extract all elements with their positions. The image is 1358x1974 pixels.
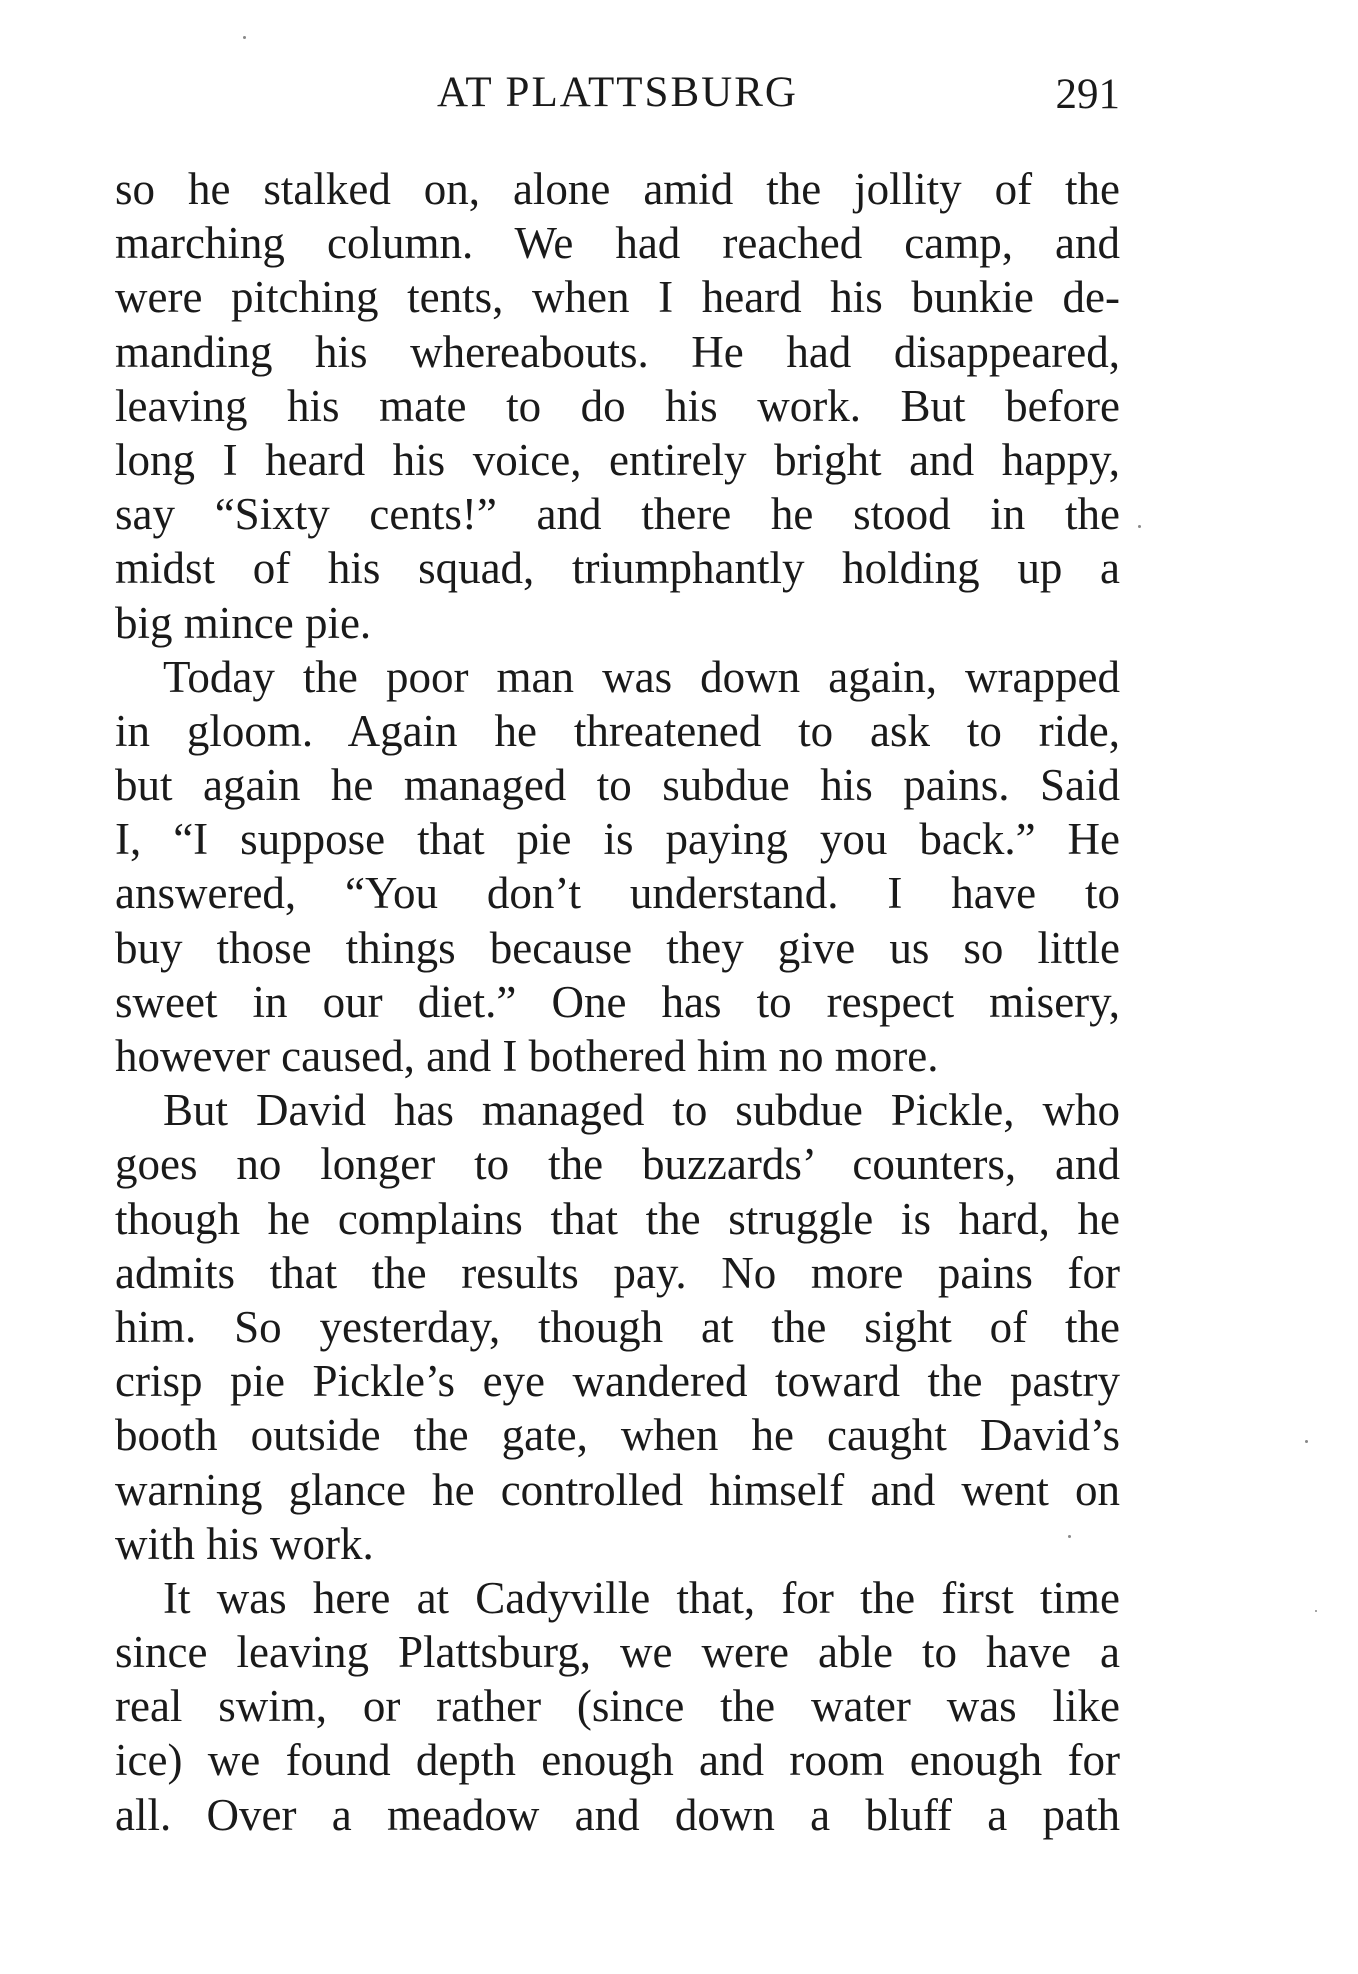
text-line: though he complains that the struggle is hard, he: [115, 1193, 1120, 1244]
paper-speck: [1138, 525, 1141, 528]
text-line: But David has managed to subdue Pickle, who: [163, 1085, 1120, 1136]
text-line: so he stalked on, alone amid the jollity of the: [115, 164, 1120, 214]
text-line: in gloom. Again he threatened to ask to ride,: [115, 705, 1120, 756]
text-line: him. So yesterday, though at the sight of the: [115, 1301, 1120, 1352]
text-line: booth outside the gate, when he caught David’s: [115, 1410, 1120, 1461]
text-line: buy those things because they give us so little: [115, 922, 1120, 973]
text-line: sweet in our diet.” One has to respect misery,: [115, 976, 1120, 1027]
text-line: with his work.: [115, 1518, 374, 1569]
text-line: goes no longer to the buzzards’ counters, and: [115, 1139, 1120, 1190]
text-line: ice) we found depth enough and room enough for: [115, 1735, 1120, 1786]
text-line: all. Over a meadow and down a bluff a path: [115, 1789, 1120, 1840]
paragraph-3: [115, 1083, 1120, 1571]
text-line: I, “I suppose that pie is paying you back.” He: [115, 814, 1120, 865]
text-line: answered, “You don’t understand. I have to: [115, 868, 1120, 919]
paragraph-2: [115, 650, 1120, 1084]
text-line: leaving his mate to do his work. But before: [115, 380, 1120, 431]
text-line: Today the poor man was down again, wrapped: [163, 651, 1120, 702]
text-line: warning glance he controlled himself and went on: [115, 1464, 1120, 1515]
text-line: were pitching tents, when I heard his bunkie de-: [115, 272, 1120, 323]
paper-speck: [243, 36, 246, 39]
text-line: since leaving Plattsburg, we were able to have a: [115, 1627, 1120, 1678]
text-line: crisp pie Pickle’s eye wandered toward the pastry: [115, 1356, 1120, 1407]
text-line: midst of his squad, triumphantly holding up a: [115, 543, 1120, 594]
running-title: AT PLATTSBURG: [437, 69, 798, 116]
text-line: admits that the results pay. No more pains for: [115, 1247, 1120, 1298]
text-line: It was here at Cadyville that, for the first time: [163, 1572, 1120, 1623]
paragraph-4: [115, 1571, 1120, 1842]
text-line: manding his whereabouts. He had disappeared,: [115, 326, 1120, 377]
text-line: marching column. We had reached camp, and: [115, 218, 1120, 269]
text-line: say “Sixty cents!” and there he stood in the: [115, 489, 1120, 540]
paragraph-1: [115, 162, 1120, 650]
paper-speck: [1068, 1535, 1071, 1538]
text-line: long I heard his voice, entirely bright and happy,: [115, 434, 1120, 485]
text-line: real swim, or rather (since the water was like: [115, 1681, 1120, 1732]
paper-speck: [1315, 1610, 1317, 1612]
paper-speck: [1305, 1440, 1308, 1443]
page-number: 291: [1055, 71, 1120, 118]
running-head: [115, 68, 1120, 128]
body-text: [115, 162, 1120, 1842]
text-line: but again he managed to subdue his pains. Said: [115, 760, 1120, 811]
text-line: big mince pie.: [115, 597, 372, 648]
text-line: however caused, and I bothered him no more.: [115, 1031, 939, 1081]
